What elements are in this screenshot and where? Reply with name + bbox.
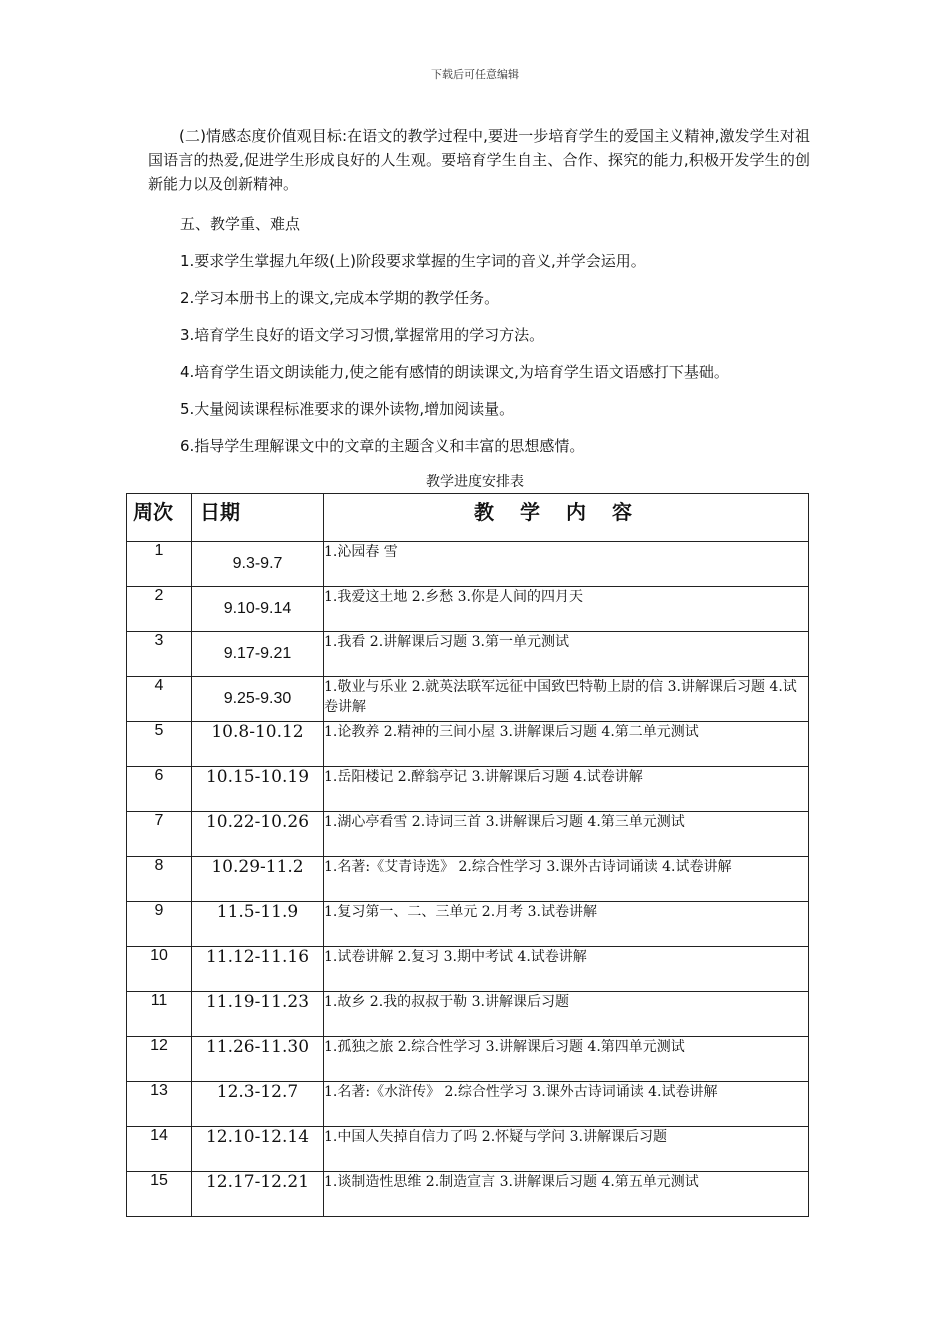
week-cell: 10 — [127, 947, 192, 992]
date-cell: 10.8-10.12 — [192, 722, 324, 767]
content-cell: 1.试卷讲解 2.复习 3.期中考试 4.试卷讲解 — [324, 947, 809, 992]
table-row — [127, 857, 809, 902]
point-item: 5.大量阅读课程标准要求的课外读物,增加阅读量。 — [180, 400, 515, 418]
date-cell: 11.26-11.30 — [192, 1037, 324, 1082]
header-week: 周次 — [127, 494, 192, 542]
date-cell: 9.17-9.21 — [192, 632, 324, 677]
date-cell: 11.5-11.9 — [192, 902, 324, 947]
date-cell: 12.17-12.21 — [192, 1172, 324, 1217]
table-row — [127, 992, 809, 1037]
content-cell: 1.我爱这土地 2.乡愁 3.你是人间的四月天 — [324, 587, 809, 632]
date-cell: 9.3-9.7 — [192, 542, 324, 587]
week-cell: 4 — [127, 677, 192, 722]
content-cell: 1.敬业与乐业 2.就英法联军远征中国致巴特勒上尉的信 3.讲解课后习题 4.试卷讲解 — [324, 677, 809, 722]
table-row — [127, 1127, 809, 1172]
content-cell: 1.湖心亭看雪 2.诗词三首 3.讲解课后习题 4.第三单元测试 — [324, 812, 809, 857]
header-date: 日期 — [192, 494, 324, 542]
week-cell: 15 — [127, 1172, 192, 1217]
week-cell: 7 — [127, 812, 192, 857]
header-content: 教学内容 — [324, 494, 809, 542]
date-cell: 12.10-12.14 — [192, 1127, 324, 1172]
date-cell: 11.12-11.16 — [192, 947, 324, 992]
point-item: 4.培育学生语文朗读能力,使之能有感情的朗读课文,为培育学生语文语感打下基础。 — [180, 363, 729, 381]
date-cell: 10.15-10.19 — [192, 767, 324, 812]
point-item: 6.指导学生理解课文中的文章的主题含义和丰富的思想感情。 — [180, 437, 585, 455]
emotion-goal-paragraph: (二)情感态度价值观目标:在语文的教学过程中,要进一步培育学生的爱国主义精神,激发学生对祖国语言的热爱,促进学生形成良好的人生观。要培育学生自主、合作、探究的能力,积极开发学生的创新能力以及创新精神。 — [148, 127, 810, 193]
date-cell: 11.19-11.23 — [192, 992, 324, 1037]
date-cell: 10.29-11.2 — [192, 857, 324, 902]
table-title: 教学进度安排表 — [426, 474, 524, 490]
week-cell: 12 — [127, 1037, 192, 1082]
table-row — [127, 587, 809, 632]
date-cell: 9.10-9.14 — [192, 587, 324, 632]
table-row — [127, 1172, 809, 1217]
content-cell: 1.名著:《艾青诗选》 2.综合性学习 3.课外古诗词诵读 4.试卷讲解 — [324, 857, 809, 902]
content-cell: 1.谈制造性思维 2.制造宣言 3.讲解课后习题 4.第五单元测试 — [324, 1172, 809, 1217]
table-row — [127, 677, 809, 722]
section-heading: 五、教学重、难点 — [180, 215, 301, 233]
table-row — [127, 632, 809, 677]
content-cell: 1.我看 2.讲解课后习题 3.第一单元测试 — [324, 632, 809, 677]
table-row — [127, 542, 809, 587]
table-row — [127, 1082, 809, 1127]
point-item: 2.学习本册书上的课文,完成本学期的教学任务。 — [180, 289, 500, 307]
week-cell: 14 — [127, 1127, 192, 1172]
week-cell: 8 — [127, 857, 192, 902]
table-row — [127, 722, 809, 767]
point-item: 1.要求学生掌握九年级(上)阶段要求掌握的生字词的音义,并学会运用。 — [180, 252, 646, 270]
content-cell: 1.岳阳楼记 2.醉翁亭记 3.讲解课后习题 4.试卷讲解 — [324, 767, 809, 812]
week-cell: 6 — [127, 767, 192, 812]
week-cell: 11 — [127, 992, 192, 1037]
content-cell: 1.故乡 2.我的叔叔于勒 3.讲解课后习题 — [324, 992, 809, 1037]
date-cell: 10.22-10.26 — [192, 812, 324, 857]
content-cell: 1.沁园春 雪 — [324, 542, 809, 587]
week-cell: 2 — [127, 587, 192, 632]
week-cell: 9 — [127, 902, 192, 947]
content-cell: 1.中国人失掉自信力了吗 2.怀疑与学问 3.讲解课后习题 — [324, 1127, 809, 1172]
content-cell: 1.孤独之旅 2.综合性学习 3.讲解课后习题 4.第四单元测试 — [324, 1037, 809, 1082]
week-cell: 13 — [127, 1082, 192, 1127]
table-row — [127, 767, 809, 812]
table-row — [127, 902, 809, 947]
table-header-row — [127, 494, 809, 542]
content-cell: 1.名著:《水浒传》 2.综合性学习 3.课外古诗词诵读 4.试卷讲解 — [324, 1082, 809, 1127]
week-cell: 1 — [127, 542, 192, 587]
schedule-table — [126, 493, 809, 1217]
week-cell: 5 — [127, 722, 192, 767]
point-item: 3.培育学生良好的语文学习习惯,掌握常用的学习方法。 — [180, 326, 545, 344]
table-row — [127, 947, 809, 992]
content-cell: 1.复习第一、二、三单元 2.月考 3.试卷讲解 — [324, 902, 809, 947]
week-cell: 3 — [127, 632, 192, 677]
page-header: 下载后可任意编辑 — [431, 68, 519, 81]
table-row — [127, 1037, 809, 1082]
date-cell: 12.3-12.7 — [192, 1082, 324, 1127]
table-row — [127, 812, 809, 857]
date-cell: 9.25-9.30 — [192, 677, 324, 722]
content-cell: 1.论教养 2.精神的三间小屋 3.讲解课后习题 4.第二单元测试 — [324, 722, 809, 767]
